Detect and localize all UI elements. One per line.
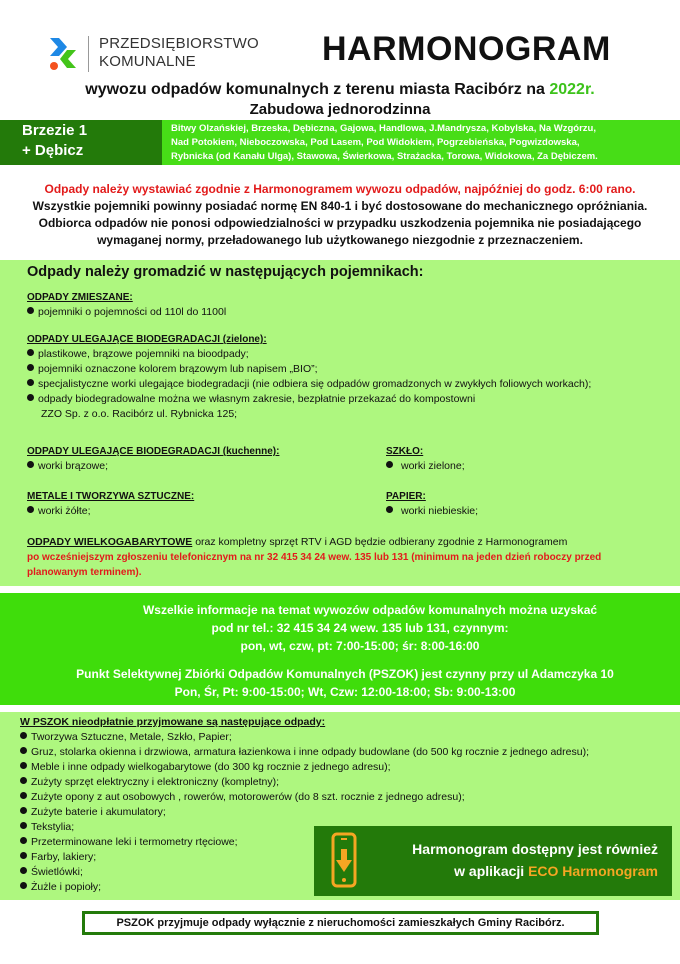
subtitle [0, 81, 680, 99]
item-text: Zużyte baterie i akumulatory; [31, 806, 166, 818]
bullet-icon [20, 882, 27, 889]
bullet-icon [20, 867, 27, 874]
item-text: worki zielone; [401, 460, 465, 472]
subtitle-main: wywozu odpadów komunalnych z terenu miasta Racibórz na [85, 81, 550, 98]
list-item [27, 377, 677, 392]
list-item-continuation: ZZO Sp. z o.o. Racibórz ul. Rybnicka 125; [41, 408, 238, 420]
company-name-line2: KOMUNALNE [99, 53, 196, 70]
contact-info [0, 601, 680, 655]
page-title: HARMONOGRAM [322, 30, 611, 68]
glass-item [386, 459, 465, 474]
bullet-icon [20, 837, 27, 844]
district-name-line1: Brzezie 1 [22, 122, 88, 139]
bulky-line [27, 535, 677, 550]
bullet-icon [20, 762, 27, 769]
logo-divider [88, 36, 89, 72]
list-item [20, 745, 675, 760]
phone-download-icon [331, 832, 357, 888]
app-name[interactable]: ECO Harmonogram [528, 863, 658, 879]
streets-line: Nad Potokiem, Nieboczowska, Pod Lasem, Pod Widokiem, Pogrzebieńska, Pogwizdowska, [171, 137, 580, 148]
app-promo-line2 [368, 860, 658, 882]
pszok-hours [0, 665, 680, 701]
company-logo-icon [48, 36, 78, 72]
mixed-waste-title: ODPADY ZMIESZANE: [27, 292, 133, 303]
info-line: pon, wt, czw, pt: 7:00-15:00; śr: 8:00-16:00 [240, 639, 480, 653]
notice [0, 181, 680, 249]
list-item [27, 362, 677, 377]
item-text: worki żółte; [38, 505, 91, 517]
item-text: odpady biodegradowalne można we własnym zakresie, bezpłatnie przekazać do kompostowni [38, 393, 476, 405]
bullet-icon [27, 349, 34, 356]
list-item [20, 775, 675, 790]
bio-green-list [27, 347, 677, 422]
item-text: Świetlówki; [31, 866, 83, 878]
streets-line: Rybnicka (od Kanału Ulga), Stawowa, Świerkowa, Strażacka, Torowa, Widokowa, Za Dębiczem. [171, 151, 598, 162]
bullet-icon [20, 807, 27, 814]
mixed-waste-item [27, 305, 226, 320]
item-text: Przeterminowane leki i termometry rtęciowe; [31, 836, 238, 848]
bullet-icon [386, 506, 393, 513]
bullet-icon [27, 394, 34, 401]
item-text: Farby, lakiery; [31, 851, 97, 863]
subtitle-year: 2022r. [549, 81, 595, 98]
district-name-line2: + Dębicz [22, 142, 84, 159]
metal-title: METALE I TWORZYWA SZTUCZNE: [27, 491, 195, 502]
app-promo-line1: Harmonogram dostępny jest również [412, 841, 658, 857]
bullet-icon [20, 792, 27, 799]
app-promo-prefix: w aplikacji [454, 863, 529, 879]
item-text: Tekstylia; [31, 821, 75, 833]
company-name-line1: PRZEDSIĘBIORSTWO [99, 35, 259, 52]
list-item [20, 790, 675, 805]
district-name [0, 120, 162, 165]
glass-title: SZKŁO: [386, 446, 424, 457]
bullet-icon [20, 747, 27, 754]
item-text: plastikowe, brązowe pojemniki na bioodpady; [38, 348, 249, 360]
notice-red-line: Odpady należy wystawiać zgodnie z Harmonogramem wywozu odpadów, najpóźniej do godz. 6:00 rano. [44, 182, 636, 196]
bulky-red-line: po wcześniejszym zgłoszeniu telefonicznym na nr 32 415 34 24 wew. 135 lub 131 (minimum na jeden dzień roboczy przed [27, 552, 602, 563]
district-streets [171, 122, 676, 164]
item-text: Zużyty sprzęt elektryczny i elektroniczny (kompletny); [31, 776, 279, 788]
bullet-icon [27, 506, 34, 513]
company-name [99, 35, 259, 71]
info-line: pod nr tel.: 32 415 34 24 wew. 135 lub 131, czynnym: [211, 621, 509, 635]
list-item [20, 805, 675, 820]
bullet-icon [20, 732, 27, 739]
item-text: Tworzywa Sztuczne, Metale, Szkło, Papier; [31, 731, 232, 743]
list-item [27, 347, 677, 362]
notice-line: Wszystkie pojemniki powinny posiadać normę EN 840-1 i być dostosowane do mechanicznego opróżniania. [32, 199, 648, 213]
list-item [20, 730, 675, 745]
item-text: specjalistyczne worki ulegające biodegradacji (nie odbiera się odpadów gromadzonych w zwykłych foliowych workach); [38, 378, 592, 390]
info-line: Punkt Selektywnej Zbiórki Odpadów Komunalnych (PSZOK) jest czynny przy ul Adamczyka 10 [76, 667, 614, 681]
notice-line: wymaganej normy, przeładowanego lub użytkowanego niezgodnie z przeznaczeniem. [97, 233, 583, 247]
list-item [27, 392, 677, 407]
pszok-title: W PSZOK nieodpłatnie przyjmowane są następujące odpady: [20, 716, 326, 728]
building-type: Zabudowa jednorodzinna [249, 101, 431, 118]
item-text: worki niebieskie; [401, 505, 479, 517]
bullet-icon [20, 852, 27, 859]
item-text: Gruz, stolarka okienna i drzwiowa, armatura łazienkowa i inne odpady budowlane (do 500 kg rocznie z jednego adresu); [31, 746, 589, 758]
notice-line: Odbiorca odpadów nie ponosi odpowiedzialności w przypadku uszkodzenia pojemnika nie posiadającego [38, 216, 642, 230]
streets-line: Bitwy Olzańskiej, Brzeska, Dębiczna, Gajowa, Handlowa, J.Mandrysza, Kobylska, Na Wzgórzu, [171, 123, 596, 134]
bullet-icon [20, 822, 27, 829]
list-item [20, 760, 675, 775]
bio-kitchen-item [27, 459, 108, 474]
bio-kitchen-title: ODPADY ULEGAJĄCE BIODEGRADACJI (kuchenne): [27, 446, 280, 457]
app-promo-text [368, 838, 658, 882]
bullet-icon [27, 461, 34, 468]
paper-item [386, 504, 478, 519]
metal-item [27, 504, 91, 519]
bullet-icon [386, 461, 393, 468]
paper-title: PAPIER: [386, 491, 426, 502]
bullet-icon [27, 307, 34, 314]
info-line: Pon, Śr, Pt: 9:00-15:00; Wt, Czw: 12:00-18:00; Sb: 9:00-13:00 [174, 685, 516, 699]
bulky-waste-info [27, 535, 677, 580]
item-text: Żużle i popioły; [31, 881, 102, 893]
bulky-text: oraz kompletny sprzęt RTV i AGD będzie odbierany zgodnie z Harmonogramem [192, 536, 568, 548]
contact-info-band [0, 593, 680, 705]
bullet-icon [20, 777, 27, 784]
info-line: Wszelkie informacje na temat wywozów odpadów komunalnych można uzyskać [142, 603, 598, 617]
item-text: pojemniki o pojemności od 110l do 1100l [38, 306, 227, 318]
bio-green-title: ODPADY ULEGAJĄCE BIODEGRADACJI (zielone): [27, 334, 267, 345]
bulky-red-line: planowanym terminem). [27, 567, 142, 578]
bullet-icon [27, 379, 34, 386]
bullet-icon [27, 364, 34, 371]
item-text: Zużyte opony z aut osobowych , rowerów, motorowerów (do 8 szt. rocznie z jednego adresu); [31, 791, 465, 803]
item-text: worki brązowe; [38, 460, 109, 472]
footer-note: PSZOK przyjmuje odpady wyłącznie z nieruchomości zamieszkałych Gminy Racibórz. [82, 911, 599, 935]
bulky-title: ODPADY WIELKOGABARYTOWE [27, 536, 193, 548]
item-text: Meble i inne odpady wielkogabarytowe (do 300 kg rocznie z jednego adresu); [31, 761, 391, 773]
containers-title: Odpady należy gromadzić w następujących pojemnikach: [27, 264, 424, 280]
item-text: pojemniki oznaczone kolorem brązowym lub napisem „BIO”; [38, 363, 318, 375]
